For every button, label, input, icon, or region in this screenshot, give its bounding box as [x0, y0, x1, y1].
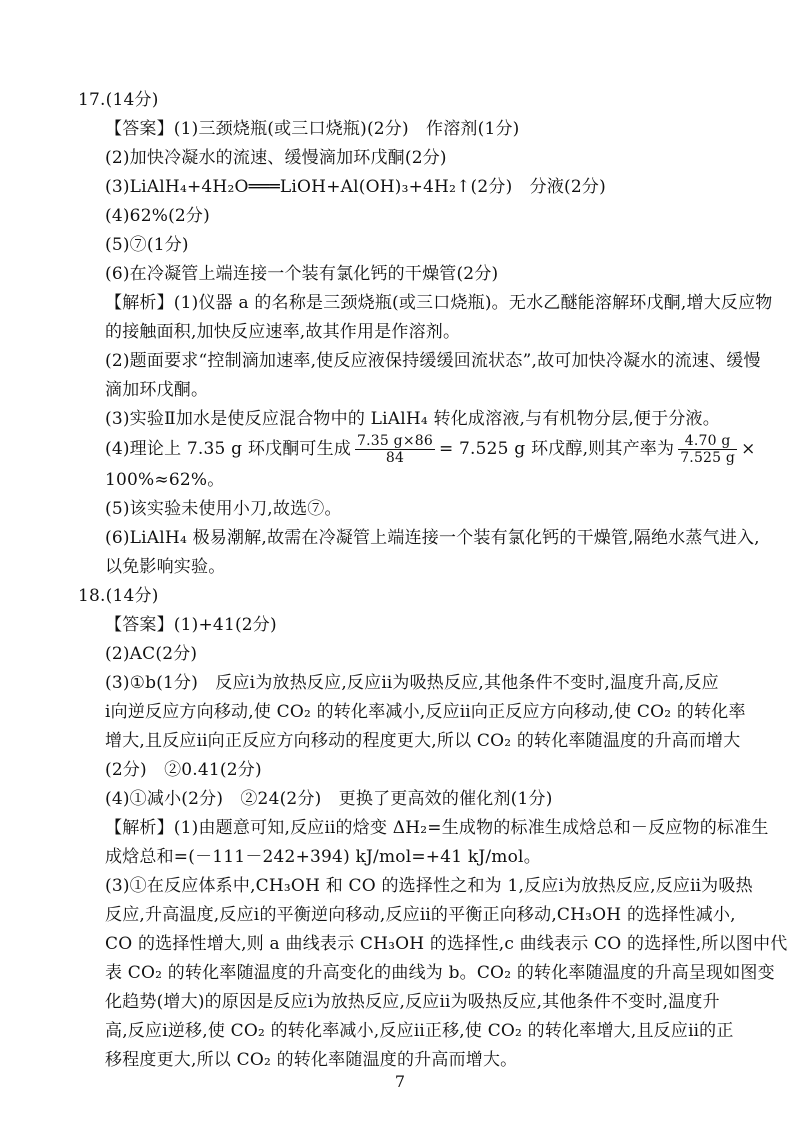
calc-prefix: (4)理论上 7.35 g 环戊酮可生成 [105, 439, 352, 459]
q18-answer-line: (2分) ②0.41(2分) [105, 760, 262, 780]
q18-answer-line: (2)AC(2分) [105, 644, 198, 664]
page-number: 7 [394, 1072, 406, 1091]
q18-analysis-line: 反应,升高温度,反应ⅰ的平衡逆向移动,反应ⅱ的平衡正向移动,CH₃OH 的选择性减小, [105, 905, 736, 925]
q17-header: 17.(14分) [78, 90, 159, 110]
q17-analysis-line: (6)LiAlH₄ 极易潮解,故需在冷凝管上端连接一个装有氯化钙的干燥管,隔绝水蒸气进入, [105, 528, 760, 548]
q17-calc-line [105, 432, 756, 466]
q17-answer-line: (5)⑦(1分) [105, 235, 189, 255]
q18-answer-line: 增大,且反应ⅱ向正反应方向移动的程度更大,所以 CO₂ 的转化率随温度的升高而增大 [105, 731, 741, 751]
fraction-numerator: 7.35 g×86 [357, 433, 433, 449]
q17-calc-line2: 100%≈62%。 [105, 470, 225, 490]
fraction-yield [678, 433, 737, 466]
q17-analysis-line: 以免影响实验。 [105, 557, 226, 577]
q17-analysis-line: (5)该实验未使用小刀,故选⑦。 [105, 499, 342, 519]
q17-analysis-line: 的接触面积,加快反应速率,故其作用是作溶剂。 [105, 322, 461, 342]
q18-analysis-line: 移程度更大,所以 CO₂ 的转化率随温度的升高而增大。 [105, 1050, 518, 1070]
fraction-theoretical-yield [355, 433, 435, 466]
q18-analysis-line: 化趋势(增大)的原因是反应ⅰ为放热反应,反应ⅱ为吸热反应,其他条件不变时,温度升 [105, 992, 720, 1012]
q18-header: 18.(14分) [78, 586, 159, 606]
q18-analysis-line: 【解析】(1)由题意可知,反应ⅱ的焓变 ΔH₂=生成物的标准生成焓总和－反应物的标准生 [105, 818, 769, 838]
q18-analysis-line: CO 的选择性增大,则 a 曲线表示 CH₃OH 的选择性,c 曲线表示 CO 的选择性,所以图中代 [105, 934, 788, 954]
q18-analysis-line: (3)①在反应体系中,CH₃OH 和 CO 的选择性之和为 1,反应ⅰ为放热反应,反应ⅱ为吸热 [105, 876, 753, 896]
q17-analysis-line: (2)题面要求“控制滴加速率,使反应液保持缓缓回流状态”,故可加快冷凝水的流速、缓慢 [105, 351, 761, 371]
q18-answer-line: ⅰ向逆反应方向移动,使 CO₂ 的转化率减小,反应ⅱ向正反应方向移动,使 CO₂ 的转化率 [105, 702, 746, 722]
fraction-numerator: 4.70 g [678, 433, 737, 450]
q17-answer-line: (3)LiAlH₄+4H₂O═══LiOH+Al(OH)₃+4H₂↑(2分) 分液(2分) [105, 177, 606, 197]
fraction-denominator: 7.525 g [680, 450, 736, 466]
q17-analysis-line: 【解析】(1)仪器 a 的名称是三颈烧瓶(或三口烧瓶)。无水乙醚能溶解环戊酮,增大反应物 [105, 293, 773, 313]
q17-answer-line: 【答案】(1)三颈烧瓶(或三口烧瓶)(2分) 作溶剂(1分) [105, 119, 520, 139]
q18-answer-line: (3)①b(1分) 反应ⅰ为放热反应,反应ⅱ为吸热反应,其他条件不变时,温度升高,反应 [105, 673, 719, 693]
fraction-denominator: 84 [385, 450, 405, 466]
calc-suffix: × [741, 439, 756, 459]
q17-analysis-line: (3)实验Ⅱ加水是使反应混合物中的 LiAlH₄ 转化成溶液,与有机物分层,便于分液。 [105, 409, 720, 429]
q18-analysis-line: 表 CO₂ 的转化率随温度的升高变化的曲线为 b。CO₂ 的转化率随温度的升高呈现如图变 [105, 963, 775, 983]
q18-analysis-line: 成焓总和=(－111－242+394) kJ/mol=+41 kJ/mol。 [105, 847, 541, 867]
q17-answer-line: (6)在冷凝管上端连接一个装有氯化钙的干燥管(2分) [105, 264, 499, 284]
q17-analysis-line: 滴加环戊酮。 [105, 380, 209, 400]
q18-answer-line: 【答案】(1)+41(2分) [105, 615, 277, 635]
calc-middle: = 7.525 g 环戊醇,则其产率为 [438, 439, 675, 459]
q17-answer-line: (4)62%(2分) [105, 206, 210, 226]
q17-answer-line: (2)加快冷凝水的流速、缓慢滴加环戊酮(2分) [105, 148, 447, 168]
q18-analysis-line: 高,反应ⅰ逆移,使 CO₂ 的转化率减小,反应ⅱ正移,使 CO₂ 的转化率增大,且反应ⅱ的正 [105, 1021, 734, 1041]
q18-answer-line: (4)①减小(2分) ②24(2分) 更换了更高效的催化剂(1分) [105, 789, 553, 809]
